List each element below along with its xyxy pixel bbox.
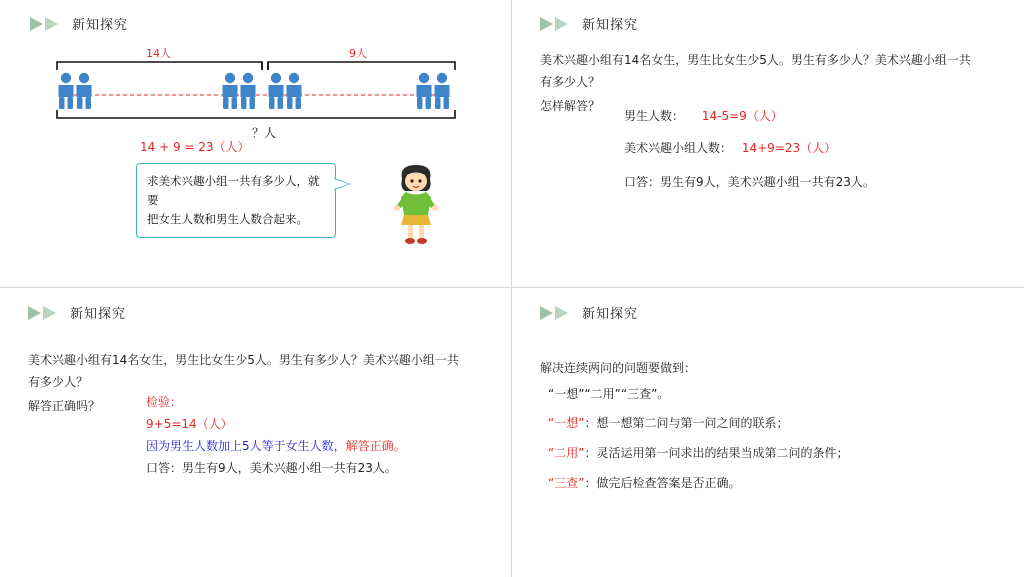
slide-3-answer: 口答：男生有9人，美术兴趣小组一共有23人。 (146, 461, 397, 475)
bubble-line-2: 把女生人数和男生人数合起来。 (147, 212, 308, 226)
slide-4-title: 新知探究 (582, 307, 639, 322)
slide-2-problem-line-2: 有多少人？ (540, 75, 601, 89)
left-segment-label: 14人 (146, 47, 171, 60)
double-chevron-right-icon (28, 305, 62, 321)
slide-3 (0, 288, 512, 577)
slide-3-check-label: 检验： (146, 395, 183, 409)
slide-2-step2 (624, 138, 836, 158)
slide-2-step1 (624, 106, 783, 126)
double-chevron-right-icon (540, 16, 574, 32)
slide-3-check-calc: 9+5=14（人） (146, 417, 233, 431)
slide-4-item-3-text: ：做完后检查答案是否正确。 (584, 476, 741, 490)
slide-4-item-1-key: “一想” (548, 416, 585, 430)
slide-4-intro: 解决连续两问的问题要做到： (540, 361, 697, 375)
slide-2-prompt: 怎样解答？ (540, 99, 601, 113)
right-segment-label: 9人 (349, 47, 367, 60)
slide-1-title: 新知探究 (72, 18, 129, 33)
slide-1 (0, 0, 512, 288)
slide-4 (512, 288, 1024, 577)
slide-4-item-2 (548, 443, 848, 463)
slide-2-title: 新知探究 (582, 18, 639, 33)
total-question-label: ？人 (252, 126, 277, 140)
slide-3-problem-line-2: 有多少人？ (28, 375, 89, 389)
slide-3-check-reason (146, 436, 406, 456)
slide-4-item-2-key: “二用” (548, 446, 585, 460)
bubble-line-1: 求美术兴趣小组一共有多少人，就要 (147, 174, 320, 207)
slide-3-prompt: 解答正确吗？ (28, 399, 101, 413)
double-chevron-right-icon (540, 305, 574, 321)
slide-3-check-reason-red: 解答正确。 (345, 439, 406, 453)
speech-bubble (136, 163, 336, 238)
slide-3-header (28, 303, 126, 322)
slide-2 (512, 0, 1024, 288)
slide-3-check-reason-blue: 因为男生人数加上5人等于女生人数， (146, 439, 346, 453)
slide-2-answer: 口答：男生有9人，美术兴趣小组一共有23人。 (624, 175, 875, 189)
number-line-diagram (0, 0, 512, 288)
slide-4-item-1 (548, 413, 788, 433)
slide-2-step2-value: 14+9=23（人） (741, 141, 837, 155)
slide-3-title: 新知探究 (70, 307, 127, 322)
diagram-equation: 14 + 9 = 23（人） (140, 140, 250, 154)
slide-4-header (540, 303, 638, 322)
girl-character-illustration (385, 163, 447, 248)
slide-4-item-3 (548, 473, 740, 493)
slide-4-item-2-text: ：灵活运用第一问求出的结果当成第二问的条件； (584, 446, 849, 460)
slide-3-problem-line-1: 美术兴趣小组有14名女生，男生比女生少5人。男生有多少人？美术兴趣小组一共 (28, 353, 459, 367)
slide-2-header (540, 14, 638, 33)
slide-4-summary: “一想”“二用”“三查”。 (548, 387, 670, 401)
slide-4-item-1-text: ：想一想第二问与第一问之间的联系； (584, 416, 789, 430)
slide-2-step2-label: 美术兴趣小组人数： (624, 141, 733, 155)
slide-2-step1-label: 男生人数： (624, 109, 685, 123)
slide-2-problem-line-1: 美术兴趣小组有14名女生，男生比女生少5人。男生有多少人？美术兴趣小组一共 (540, 53, 971, 67)
slide-4-item-3-key: “三查” (548, 476, 585, 490)
slide-2-step1-value: 14-5=9（人） (701, 109, 783, 123)
